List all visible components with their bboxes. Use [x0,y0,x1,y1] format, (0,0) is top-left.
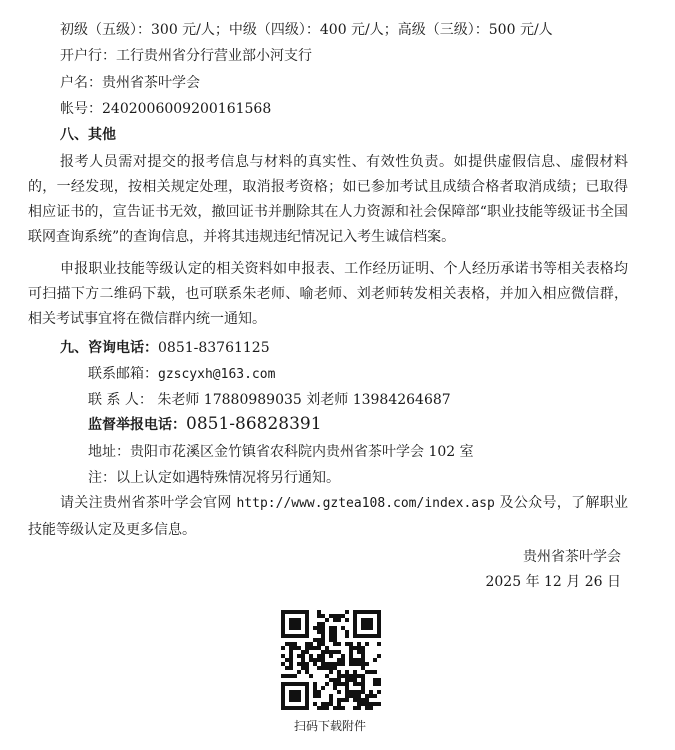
website-link[interactable]: http://www.gztea108.com/index.asp [236,496,495,511]
email-line [88,364,275,385]
report-phone: 0851-86828391 [186,414,322,434]
section8-paragraph-2: 申报职业技能等级认定的相关资料如申报表、工作经历证明、个人经历承诺书等相关表格均可扫描下方二维码下载，也可联系朱老师、喻老师、刘老师转发相关表格，并加入相应微信群，相关考试事宜将在微信群内统一通知。 [28,261,628,327]
bank-line: 开户行：工行贵州省分行营业部小河支行 [60,48,312,64]
fees-line: 初级（五级）：300 元/人；中级（四级）：400 元/人；高级（三级）：500 元/人 [60,22,553,38]
contact-label: 联 系 人： [88,392,153,408]
account-number-line [60,99,271,119]
email-label: 联系邮箱： [88,366,158,382]
note-line: 注：以上认定如遇特殊情况将另行通知。 [88,470,340,486]
account-name-line: 户名：贵州省茶叶学会 [60,75,200,91]
account-number-value: 2402006009200161568 [102,101,272,117]
follow-suffix: 及公众号，了解职业技能等级认定及更多信息。 [28,495,629,538]
account-number-label: 帐号： [60,101,102,117]
qr-caption: 扫码下载附件 [293,719,366,733]
follow-prefix: 请关注贵州省茶叶学会官网 [60,495,237,511]
contact-line [88,390,451,410]
qr-code-icon[interactable] [281,610,381,710]
document-date: 2025 年 12 月 26 日 [485,574,621,590]
section9-line [60,338,270,358]
section9-title: 九、咨询电话： [60,340,158,356]
section8-paragraph-1: 报考人员需对提交的报考信息与材料的真实性、有效性负责。如提供虚假信息、虚假材料的，一经发现，按相关规定处理，取消报考资格；如已参加考试且成绩合格者取消成绩；已取得相应证书的，宣告证书无效，撤回证书并删除其在人力资源和社会保障部“职业技能等级证书全国联网查询系统”的查询信息，并将其违规违纪情况记入考生诚信档案。 [28,154,628,245]
contact-value: 朱老师 17880989035 刘老师 13984264687 [157,392,451,408]
report-label: 监督举报电话： [88,417,186,433]
section8-title: 八、其他 [60,127,116,143]
report-line [88,414,322,435]
address-line: 地址：贵阳市花溪区金竹镇省农科院内贵州省茶叶学会 102 室 [88,444,474,460]
signature: 贵州省茶叶学会 [523,549,621,565]
email-value: gzscyxh@163.com [158,367,276,382]
follow-paragraph [28,490,628,543]
consult-phone: 0851-83761125 [158,340,270,356]
